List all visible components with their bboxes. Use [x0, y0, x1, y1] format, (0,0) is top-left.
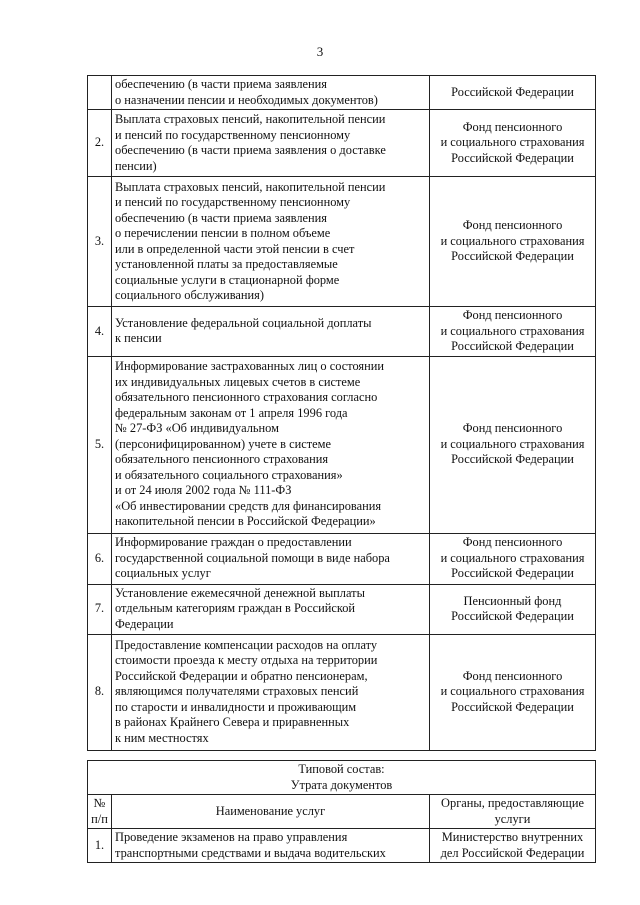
row-number: 5.	[88, 356, 112, 533]
services-table	[87, 75, 596, 751]
table-row	[88, 634, 596, 750]
row-number: 2.	[88, 110, 112, 177]
table-row	[88, 533, 596, 584]
table-title: Типовой состав: Утрата документов	[88, 761, 596, 795]
service-name: обеспечению (в части приема заявления о назначении пенсии и необходимых документов)	[112, 76, 430, 110]
row-number: 3.	[88, 177, 112, 307]
provider-org: Фонд пенсионного и социального страхования Российской Федерации	[430, 177, 596, 307]
header-num: № п/п	[88, 795, 112, 829]
table-row	[88, 356, 596, 533]
table-row	[88, 76, 596, 110]
table-row	[88, 584, 596, 634]
page-number: 3	[316, 44, 324, 59]
lost-documents-table	[87, 760, 596, 863]
table-row	[88, 829, 596, 863]
provider-org: Фонд пенсионного и социального страхования Российской Федерации	[430, 634, 596, 750]
table-header-row	[88, 795, 596, 829]
row-number: 1.	[88, 829, 112, 863]
service-name: Проведение экзаменов на право управления транспортными средствами и выдача водительских	[112, 829, 430, 863]
row-number: 6.	[88, 533, 112, 584]
provider-org: Фонд пенсионного и социального страхования Российской Федерации	[430, 533, 596, 584]
table-title-row	[88, 761, 596, 795]
provider-org: Российской Федерации	[430, 76, 596, 110]
service-name: Установление ежемесячной денежной выплаты отдельным категориям граждан в Российской Федерации	[112, 584, 430, 634]
row-number: 8.	[88, 634, 112, 750]
table-row	[88, 307, 596, 357]
provider-org: Пенсионный фонд Российской Федерации	[430, 584, 596, 634]
provider-org: Фонд пенсионного и социального страхования Российской Федерации	[430, 110, 596, 177]
row-number: 7.	[88, 584, 112, 634]
header-service: Наименование услуг	[112, 795, 430, 829]
service-name: Выплата страховых пенсий, накопительной пенсии и пенсий по государственному пенсионному обеспечению (в части приема заявления о перечислении пенсии в полном объеме или в определенной части этой пенсии в счет установленной платы за предоставляемые социальные услуги в стационарной форме социального обслуживания)	[112, 177, 430, 307]
service-name: Выплата страховых пенсий, накопительной пенсии и пенсий по государственному пенсионному обеспечению (в части приема заявления о доставке пенсии)	[112, 110, 430, 177]
service-name: Установление федеральной социальной доплаты к пенсии	[112, 307, 430, 357]
service-name: Информирование застрахованных лиц о состоянии их индивидуальных лицевых счетов в системе обязательного пенсионного страхования согласно федеральным законам от 1 апреля 1996 года № 27-ФЗ «Об индивидуальном (персонифицированном) учете в системе обязательного пенсионного страхования и обязательного социального страхования» и от 24 июля 2002 года № 111-ФЗ «Об инвестировании средств для финансирования накопительной пенсии в Российской Федерации»	[112, 356, 430, 533]
row-number: 4.	[88, 307, 112, 357]
provider-org: Фонд пенсионного и социального страхования Российской Федерации	[430, 307, 596, 357]
service-name: Предоставление компенсации расходов на оплату стоимости проезда к месту отдыха на территории Российской Федерации и обратно пенсионерам, являющимся получателями страховых пенсий по старости и инвалидности и проживающим в районах Крайнего Севера и приравненных к ним местностях	[112, 634, 430, 750]
table-row	[88, 110, 596, 177]
row-number	[88, 76, 112, 110]
provider-org: Фонд пенсионного и социального страхования Российской Федерации	[430, 356, 596, 533]
provider-org: Министерство внутренних дел Российской Федерации	[430, 829, 596, 863]
service-name: Информирование граждан о предоставлении государственной социальной помощи в виде набора социальных услуг	[112, 533, 430, 584]
table-row	[88, 177, 596, 307]
header-org: Органы, предоставляющие услуги	[430, 795, 596, 829]
